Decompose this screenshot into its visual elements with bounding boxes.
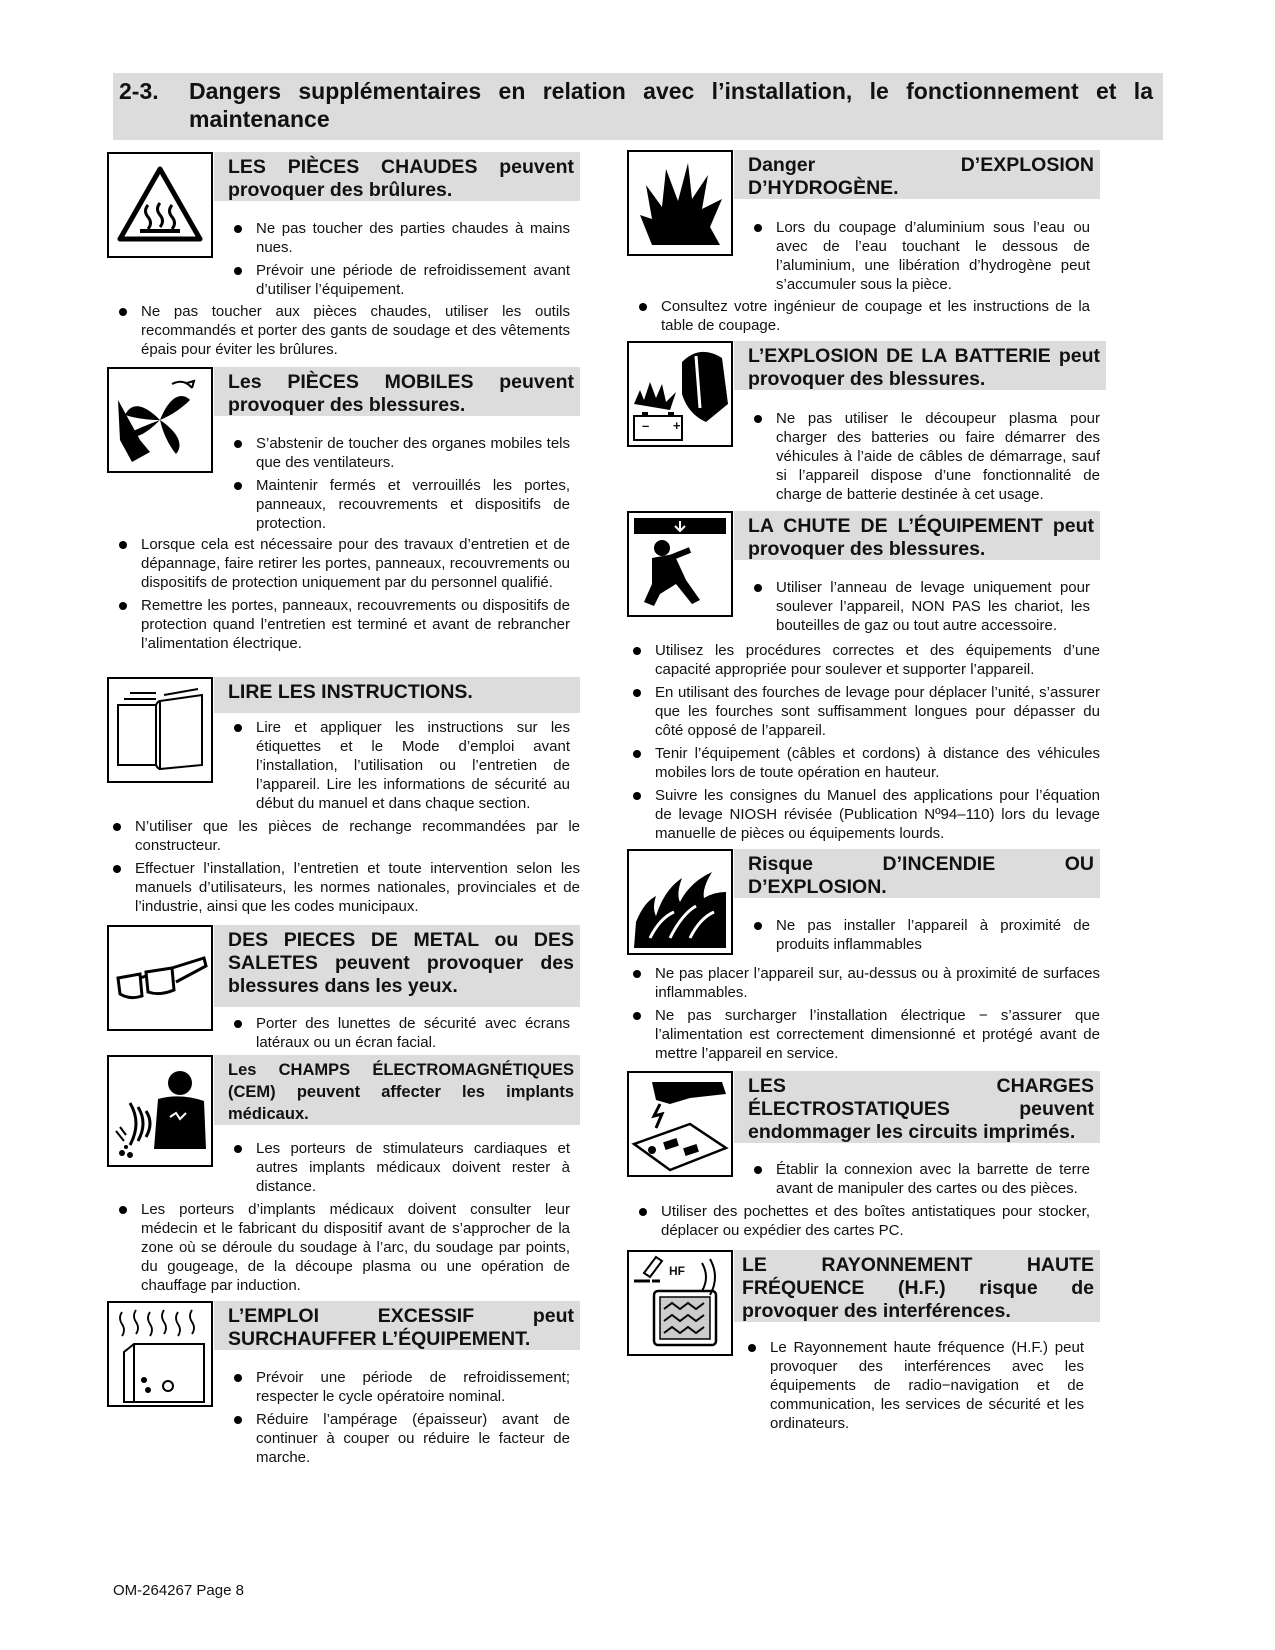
open-manual-icon [107, 677, 213, 783]
list-item: Les porteurs d’implants médicaux doivent consulter leur médecin et le fabricant du dispositif avant de s’approcher de la zone où se déroule du soudage à l’arc, du soudage par points, du gougeage, de la découpe plasma ou une opération de chauffage par induction. [117, 1200, 570, 1295]
list-item: S’abstenir de toucher des organes mobiles tels que des ventilateurs. [232, 434, 570, 472]
list-item: Utiliser l’anneau de levage uniquement pour soulever l’appareil, NON PAS les chariot, les bouteilles de gaz ou tout autre accessoire. [752, 578, 1090, 635]
hot-surface-icon [107, 152, 213, 258]
explosion-icon [627, 150, 733, 256]
list-item: Réduire l’ampérage (épaisseur) avant de continuer à couper ou réduire le facteur de marche. [232, 1410, 570, 1467]
moving-parts-list [117, 535, 570, 657]
list-item: Effectuer l’installation, l’entretien et toute intervention selon les manuels d’utilisateurs, les normes nationales, provinciales et de l’industrie, ainsi que les codes municipaux. [111, 859, 580, 916]
hot-parts-sub-list [232, 219, 570, 303]
list-item: Ne pas toucher des parties chaudes à mains nues. [232, 219, 570, 257]
list-item: Lire et appliquer les instructions sur les étiquettes et le Mode d’emploi avant l’installation, l’utilisation ou l’entretien de l’appareil. Lire les informations de sécurité au début du manuel et dans chaque section. [232, 718, 570, 813]
overuse-sub-list [232, 1368, 570, 1471]
list-item: Ne pas utiliser le découpeur plasma pour charger des batteries ou faire démarrer des véhicules à l’aide de câbles de démarrage, sauf si l’appareil dispose d’une fonctionnalité de charge de batterie destinée à cet usage. [752, 409, 1100, 504]
list-item: Remettre les portes, panneaux, recouvrements ou dispositifs de protection quand l’entretien est terminé et avant de rebrancher l’alimentation électrique. [117, 596, 570, 653]
safety-glasses-icon [107, 925, 213, 1031]
static-sub-list [752, 1160, 1090, 1202]
static-title: LES CHARGES ÉLECTROSTATIQUES peuvent endommager les circuits imprimés. [734, 1071, 1100, 1143]
list-item: Lorsque cela est nécessaire pour des travaux d’entretien et de dépannage, faire retirer les portes, panneaux, recouvrements ou dispositifs de protection uniquement par du personnel qualifié. [117, 535, 570, 592]
hydrogen-sub-list [752, 218, 1090, 298]
flying-metal-sub-list [232, 1014, 570, 1056]
list-item: Maintenir fermés et verrouillés les portes, panneaux, recouvrements et dispositifs de protection. [232, 476, 570, 533]
list-item: Le Rayonnement haute fréquence (H.F.) peut provoquer des interférences avec les équipements de radio−navigation et de communication, les services de sécurité et les ordinateurs. [746, 1338, 1084, 1433]
fire-sub-list [752, 916, 1090, 958]
section-number: 2-3. [119, 78, 159, 104]
read-instructions-list [111, 817, 580, 920]
page-footer: OM-264267 Page 8 [113, 1582, 244, 1599]
section-header [113, 73, 1163, 140]
list-item: En utilisant des fourches de levage pour déplacer l’unité, s’assurer que les fourches sont suffisamment longues pour dépasser du côté opposé de l’appareil. [631, 683, 1100, 740]
falling-sub-list [752, 578, 1090, 639]
fire-list [631, 964, 1100, 1067]
falling-title: LA CHUTE DE L’ÉQUIPEMENT peut provoquer des blessures. [734, 511, 1100, 560]
hydrogen-title: Danger D’EXPLOSION D’HYDROGÈNE. [734, 150, 1100, 199]
overheating-equipment-icon [107, 1301, 213, 1407]
moving-parts-sub-list [232, 434, 570, 537]
list-item: N’utiliser que les pièces de rechange recommandées par le constructeur. [111, 817, 580, 855]
fire-title: Risque D’INCENDIE OU D’EXPLOSION. [734, 849, 1100, 898]
list-item: Les porteurs de stimulateurs cardiaques et autres implants médicaux doivent rester à distance. [232, 1139, 570, 1196]
falling-list [631, 641, 1100, 847]
static-list [637, 1202, 1090, 1244]
list-item: Prévoir une période de refroidissement avant d’utiliser l’équipement. [232, 261, 570, 299]
falling-equipment-icon [627, 511, 733, 617]
emf-sub-list [232, 1139, 570, 1200]
hot-parts-list [117, 302, 570, 363]
hot-parts-title: LES PIÈCES CHAUDES peuvent provoquer des brûlures. [214, 152, 580, 201]
flying-metal-title: DES PIECES DE METAL ou DES SALETES peuvent provoquer des blessures dans les yeux. [214, 925, 580, 1007]
fire-icon [627, 849, 733, 955]
static-circuit-board-icon [627, 1071, 733, 1177]
list-item: Suivre les consignes du Manuel des applications pour l’équation de levage NIOSH révisée (Publication Nº94–110) lors du levage manuelle de pièces ou équipements lourds. [631, 786, 1100, 843]
battery-terminals-label: – + [642, 418, 691, 433]
list-item: Ne pas surcharger l’installation électrique − s’assurer que l’alimentation est correctement dimensionné et protégé avant de mettre l’appareil en service. [631, 1006, 1100, 1063]
battery-title: L’EXPLOSION DE LA BATTERIE peut provoquer des blessures. [734, 341, 1106, 390]
list-item: Tenir l’équipement (câbles et cordons) à distance des véhicules mobiles lors de toute opération en hauteur. [631, 744, 1100, 782]
hf-title: LE RAYONNEMENT HAUTE FRÉQUENCE (H.F.) risque de provoquer des interférences. [734, 1250, 1100, 1322]
moving-parts-fan-hand-icon [107, 367, 213, 473]
list-item: Consultez votre ingénieur de coupage et les instructions de la table de coupage. [637, 297, 1090, 335]
read-instructions-title: LIRE LES INSTRUCTIONS. [214, 677, 580, 713]
list-item: Utiliser des pochettes et des boîtes antistatiques pour stocker, déplacer ou expédier des cartes PC. [637, 1202, 1090, 1240]
overuse-title: L’EMPLOI EXCESSIF peut SURCHAUFFER L’ÉQUIPEMENT. [214, 1301, 580, 1350]
list-item: Lors du coupage d’aluminium sous l’eau ou avec de l’eau touchant le dessous de l’aluminium, une libération d’hydrogène peut s’accumuler sous la pièce. [752, 218, 1090, 294]
moving-parts-title: Les PIÈCES MOBILES peuvent provoquer des blessures. [214, 367, 580, 416]
list-item: Ne pas placer l’appareil sur, au-dessus ou à proximité de surfaces inflammables. [631, 964, 1100, 1002]
list-item: Utilisez les procédures correctes et des équipements d’une capacité appropriée pour soulever et supporter l’appareil. [631, 641, 1100, 679]
list-item: Porter des lunettes de sécurité avec écrans latéraux ou un écran facial. [232, 1014, 570, 1052]
hf-sub-list [746, 1338, 1084, 1437]
list-item: Ne pas toucher aux pièces chaudes, utiliser les outils recommandés et porter des gants de soudage et des vêtements épais pour éviter les brûlures. [117, 302, 570, 359]
hydrogen-list [637, 297, 1090, 339]
list-item: Établir la connexion avec la barrette de terre avant de manipuler des cartes ou des pièces. [752, 1160, 1090, 1198]
read-instructions-sub-list [232, 718, 570, 817]
list-item: Prévoir une période de refroidissement; respecter le cycle opératoire nominal. [232, 1368, 570, 1406]
list-item: Ne pas installer l’appareil à proximité de produits inflammables [752, 916, 1090, 954]
hf-icon-label: HF [669, 1264, 685, 1278]
emf-title: Les CHAMPS ÉLECTROMAGNÉTIQUES (CEM) peuvent affecter les implants médicaux. [214, 1055, 580, 1125]
emf-list [117, 1200, 570, 1299]
battery-sub-list [752, 409, 1100, 508]
section-title: Dangers supplémentaires en relation avec l’installation, le fonctionnement et la maintenance [189, 78, 1153, 132]
pacemaker-emf-icon [107, 1055, 213, 1167]
